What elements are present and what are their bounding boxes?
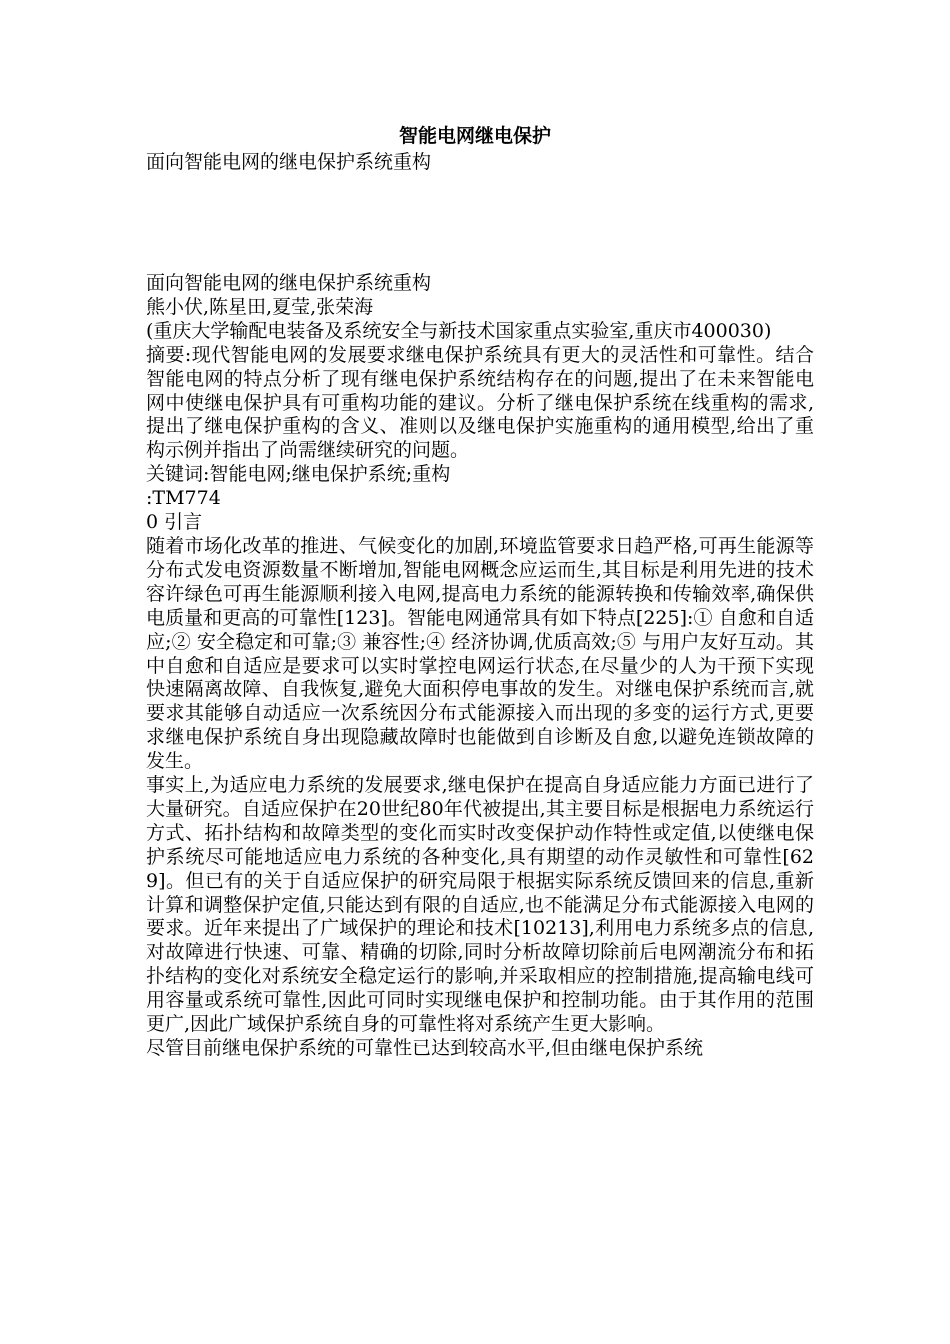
article-affiliation: (重庆大学输配电装备及系统安全与新技术国家重点实验室,重庆市400030) <box>146 319 772 342</box>
body-paragraph: 事实上,为适应电力系统的发展要求,继电保护在提高自身适应能力方面已进行了大量研究。自适应保护在20世纪80年代被提出,其主要目标是根据电力系统运行方式、拓扑结构和故障类型的变化而实时改变保护动作特性或定值,以使继电保护系统尽可能地适应电力系统的各种变化,具有期望的动作灵敏性和可靠性[629]。但已有的关于自适应保护的研究局限于根据实际系统反馈回来的信息,重新计算和调整保护定值,只能达到有限的自适应,也不能满足分布式能源接入电网的要求。近年来提出了广域保护的理论和技术[10213],利用电力系统多点的信息,对故障进行快速、可靠、精确的切除,同时分析故障切除前后电网潮流分布和拓扑结构的变化对系统安全稳定运行的影响,并采取相应的控制措施,提高输电线可用容量或系统可靠性,因此可同时实现继电保护和控制功能。由于其作用的范围更广,因此广域保护系统自身的可靠性将对系统产生更大影响。 <box>146 774 814 1036</box>
section-heading: 0 引言 <box>146 511 203 534</box>
document-subtitle: 面向智能电网的继电保护系统重构 <box>146 151 432 173</box>
article-abstract: 摘要:现代智能电网的发展要求继电保护系统具有更大的灵活性和可靠性。结合智能电网的特点分析了现有继电保护系统结构存在的问题,提出了在未来智能电网中使继电保护具有可重构功能的建议。分析了继电保护系统在线重构的需求,提出了继电保护重构的含义、准则以及继电保护实施重构的通用模型,给出了重构示例并指出了尚需继续研究的问题。 <box>146 343 814 462</box>
article-title: 面向智能电网的继电保护系统重构 <box>146 272 432 294</box>
article-classification: :TM774 <box>146 487 221 510</box>
article-authors: 熊小伏,陈星田,夏莹,张荣海 <box>146 295 374 318</box>
body-paragraph: 随着市场化改革的推进、气候变化的加剧,环境监管要求日趋严格,可再生能源等分布式发电资源数量不断增加,智能电网概念应运而生,其目标是利用先进的技术容许绿色可再生能源顺利接入电网,提高电力系统的能源转换和传输效率,确保供电质量和更高的可靠性[123]。智能电网通常具有如下特点[225]:① 自愈和自适应;② 安全稳定和可靠;③ 兼容性;④ 经济协调,优质高效;⑤ 与用户友好互动。其中自愈和自适应是要求可以实时掌控电网运行状态,在尽量少的人为干预下实现快速隔离故障、自我恢复,避免大面积停电事故的发生。对继电保护系统而言,就要求其能够自动适应一次系统因分布式能源接入而出现的多变的运行方式,更要求继电保护系统自身出现隐藏故障时也能做到自诊断及自愈,以避免连锁故障的发生。 <box>146 534 814 773</box>
article-keywords: 关键词:智能电网;继电保护系统;重构 <box>146 463 451 486</box>
article-body <box>146 272 814 1061</box>
body-paragraph: 尽管目前继电保护系统的可靠性已达到较高水平,但由继电保护系统 <box>146 1037 704 1059</box>
document-title: 智能电网继电保护 <box>398 125 551 147</box>
